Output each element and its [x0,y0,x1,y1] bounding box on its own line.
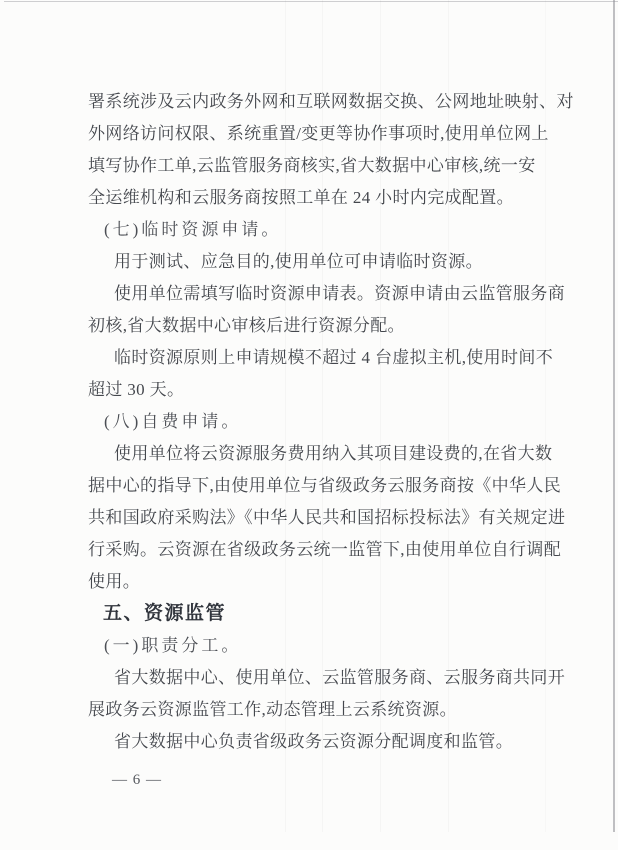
document-line: 使用单位需填写临时资源申请表。资源申请由云监管服务商 [114,284,566,303]
page-number: — 6 — [112,772,162,788]
document-line: 使用单位将云资源服务费用纳入其项目建设费的,在省大数 [114,444,553,463]
document-line: 共和国政府采购法》《中华人民共和国招标投标法》有关规定进 [88,508,566,527]
document-line: 超过 30 天。 [88,380,185,399]
scan-edge-top [4,1,618,2]
document-line: 临时资源原则上申请规模不超过 4 台虚拟主机,使用时间不 [114,348,554,367]
subsection-heading-8: (八)自费申请。 [104,412,242,431]
section-heading-5: 五、资源监管 [103,603,227,624]
document-line: 展政务云资源监管工作,动态管理上云系统资源。 [88,700,457,719]
document-line: 填写协作工单,云监管服务商核实,省大数据中心审核,统一安 [88,156,536,175]
document-line: 省大数据中心、使用单位、云监管服务商、云服务商共同开 [114,668,566,687]
document-line: 初核,省大数据中心审核后进行资源分配。 [88,316,405,335]
document-line: 行采购。云资源在省级政务云统一监管下,由使用单位自行调配 [88,540,562,559]
scan-edge-right [613,0,615,832]
document-line: 署系统涉及云内政务外网和互联网数据交换、公网地址映射、对 [88,92,574,111]
document-line: 据中心的指导下,由使用单位与省级政务云服务商按《中华人民 [88,476,562,495]
subsection-heading-1: (一)职责分工。 [104,636,242,655]
document-line: 使用。 [88,572,141,591]
document-line: 全运维机构和云服务商按照工单在 24 小时内完成配置。 [88,188,514,207]
subsection-heading-7: (七)临时资源申请。 [104,220,282,239]
document-body [88,86,580,758]
document-line: 省大数据中心负责省级政务云资源分配调度和监管。 [114,732,514,751]
document-line: 用于测试、应急目的,使用单位可申请临时资源。 [114,252,483,271]
document-line: 外网络访问权限、系统重置/变更等协作事项时,使用单位网上 [88,124,549,143]
